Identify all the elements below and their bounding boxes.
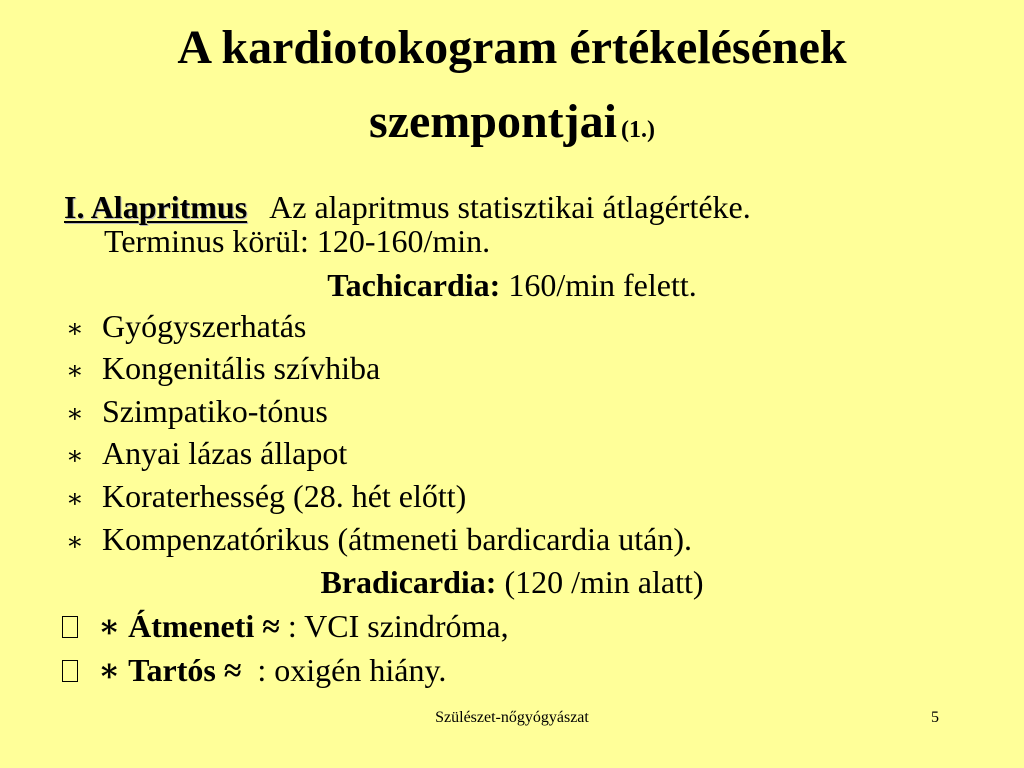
asterisk-icon: ∗ — [66, 484, 84, 513]
list-item-content — [98, 607, 509, 645]
box-icon — [62, 616, 78, 638]
list-item-text: Kongenitális szívhiba — [102, 350, 381, 386]
section-heading-line — [64, 188, 751, 226]
list-item-text: Koraterhesség (28. hét előtt) — [102, 478, 467, 514]
asterisk-icon: ∗ — [98, 608, 121, 644]
asterisk-icon: ∗ — [66, 441, 84, 470]
bradicardia-line — [0, 563, 1024, 601]
list-item-content — [98, 651, 446, 689]
list-item-text: Szimpatiko-tónus — [102, 393, 328, 429]
list-item-text: Anyai lázas állapot — [102, 435, 348, 471]
tachicardia-line — [0, 266, 1024, 304]
section-continuation-text: Terminus körül: 120-160/min. — [104, 223, 491, 259]
asterisk-icon: ∗ — [66, 314, 84, 343]
title-text: A kardiotokogram értékelésének — [177, 21, 847, 74]
slide-title-line1 — [0, 18, 1024, 78]
bradicardia-item-text: : oxigén hiány. — [257, 652, 447, 688]
list-item-text: Gyógyszerhatás — [102, 308, 307, 344]
asterisk-icon: ∗ — [66, 527, 84, 556]
slide-title-line2 — [0, 92, 1024, 160]
asterisk-icon: ∗ — [66, 399, 84, 428]
bradicardia-item-text: : VCI szindróma, — [287, 608, 509, 644]
approx-icon: ≈ — [223, 652, 242, 688]
title-text: szempontjai — [369, 95, 617, 148]
asterisk-icon: ∗ — [66, 356, 84, 385]
bradicardia-item-label: Tartós — [128, 652, 216, 688]
footer-course: Szülészet-nőgyógyászat — [435, 709, 589, 726]
tachicardia-text: 160/min felett. — [508, 267, 697, 303]
section-heading: I. Alapritmus — [64, 189, 248, 225]
approx-icon: ≈ — [262, 608, 280, 644]
tachicardia-label: Tachicardia: — [327, 267, 501, 303]
title-subscript: (1.) — [620, 117, 655, 143]
bradicardia-text: (120 /min alatt) — [504, 564, 704, 600]
box-icon — [62, 660, 78, 682]
page-number: 5 — [931, 709, 939, 726]
asterisk-icon: ∗ — [98, 652, 121, 688]
bradicardia-item-label: Átmeneti — [128, 608, 255, 644]
bradicardia-label: Bradicardia: — [320, 564, 497, 600]
list-item-text: Kompenzatórikus (átmeneti bardicardia után). — [102, 521, 692, 557]
section-continuation — [104, 222, 490, 260]
section-definition: Az alapritmus statisztikai átlagértéke. — [269, 189, 751, 225]
